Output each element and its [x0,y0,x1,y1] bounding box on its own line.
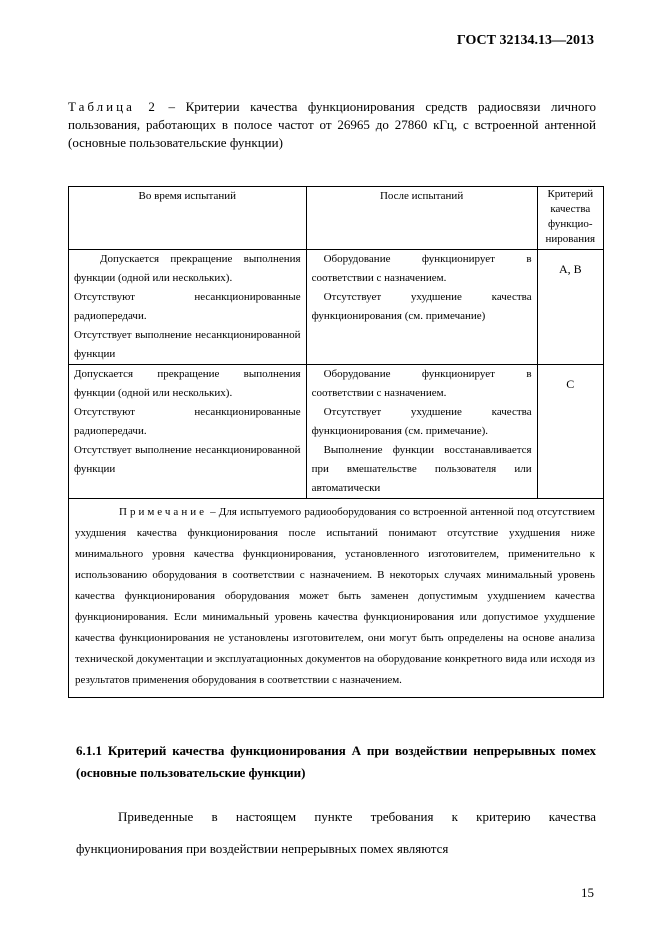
cell-paragraph: Отсутствует ухудшение качества функционирования (см. примечание) [311,291,532,322]
cell-paragraph: Допускается прекращение выполнения функции (одной или нескольких). [74,368,301,399]
cell-paragraph: Отсутствуют несанкционированные радиопередачи. [74,291,301,322]
section-heading: 6.1.1 Критерий качества функционирования А при воздействии непрерывных помех (основные пользовательские функции) [76,743,596,780]
cell-paragraph: Оборудование функционирует в соответствии с назначением. [311,368,532,399]
header-during-tests: Во время испытаний [69,187,307,250]
note-text: – Для испытуемого радиооборудования со встроенной антенной под отсутствием ухудшения качества функционирования после испытаний понимают отсутствие ухудшения ниже минимального уровня качества функционирования, установленного изготовителем, применительно к использованию оборудования в соответствии с назначением. В некоторых случаях минимальный уровень качества функционирования оборудования может быть заменен допустимым ухудшением качества функционирования. Если минимальный уровень качества функционирования или допустимое ухудшение качества функционирования не установлены изготовителем, они могут быть определены на основе анализа технической документации и эксплуатационных документов на оборудование конкретного вида или исходя из результатов применения оборудования в соответствии с назначением. [75,506,595,686]
cell-paragraph: Отсутствует ухудшение качества функционирования (см. примечание). [311,406,532,437]
cell-paragraph: Выполнение функции восстанавливается при вмешательстве пользователя или автоматически [311,444,532,494]
section-body-text: Приведенные в настоящем пункте требования к критерию качества функционирования при воздействии непрерывных помех являются [76,809,596,856]
note-label: Примечание [119,506,207,518]
table-caption-text: – Критерии качества функционирования средств радиосвязи личного пользования, работающих в полосе частот от 26965 до 27860 кГц, с встроенной антенной (основные пользовательские функции) [68,99,596,150]
criteria-table [68,186,604,698]
cell-paragraph: Допускается прекращение выполнения функции (одной или нескольких). [74,253,301,284]
table-row [69,250,604,365]
cell-criterion: С [537,365,603,499]
note-paragraph [75,502,595,691]
cell-paragraph: Отсутствует выполнение несанкционированной функции [74,329,301,360]
table-caption-label: Таблица 2 [68,99,158,114]
table-note-row [69,499,604,698]
cell-paragraph: Отсутствует выполнение несанкционированной функции [74,444,301,475]
cell-during [69,250,307,365]
header-after-tests: После испытаний [306,187,537,250]
cell-criterion: А, В [537,250,603,365]
cell-after [306,365,537,499]
cell-paragraph: Отсутствуют несанкционированные радиопередачи. [74,406,301,437]
table-note [69,499,604,698]
table-header-row [69,187,604,250]
document-standard-header: ГОСТ 32134.13—2013 [456,33,594,48]
page-number: 15 [581,885,594,900]
header-criterion: Критерий качества функцио-нирования [537,187,603,250]
cell-during [69,365,307,499]
table-row [69,365,604,499]
cell-paragraph: Оборудование функционирует в соответствии с назначением. [311,253,532,284]
table-caption [68,98,596,152]
cell-after [306,250,537,365]
